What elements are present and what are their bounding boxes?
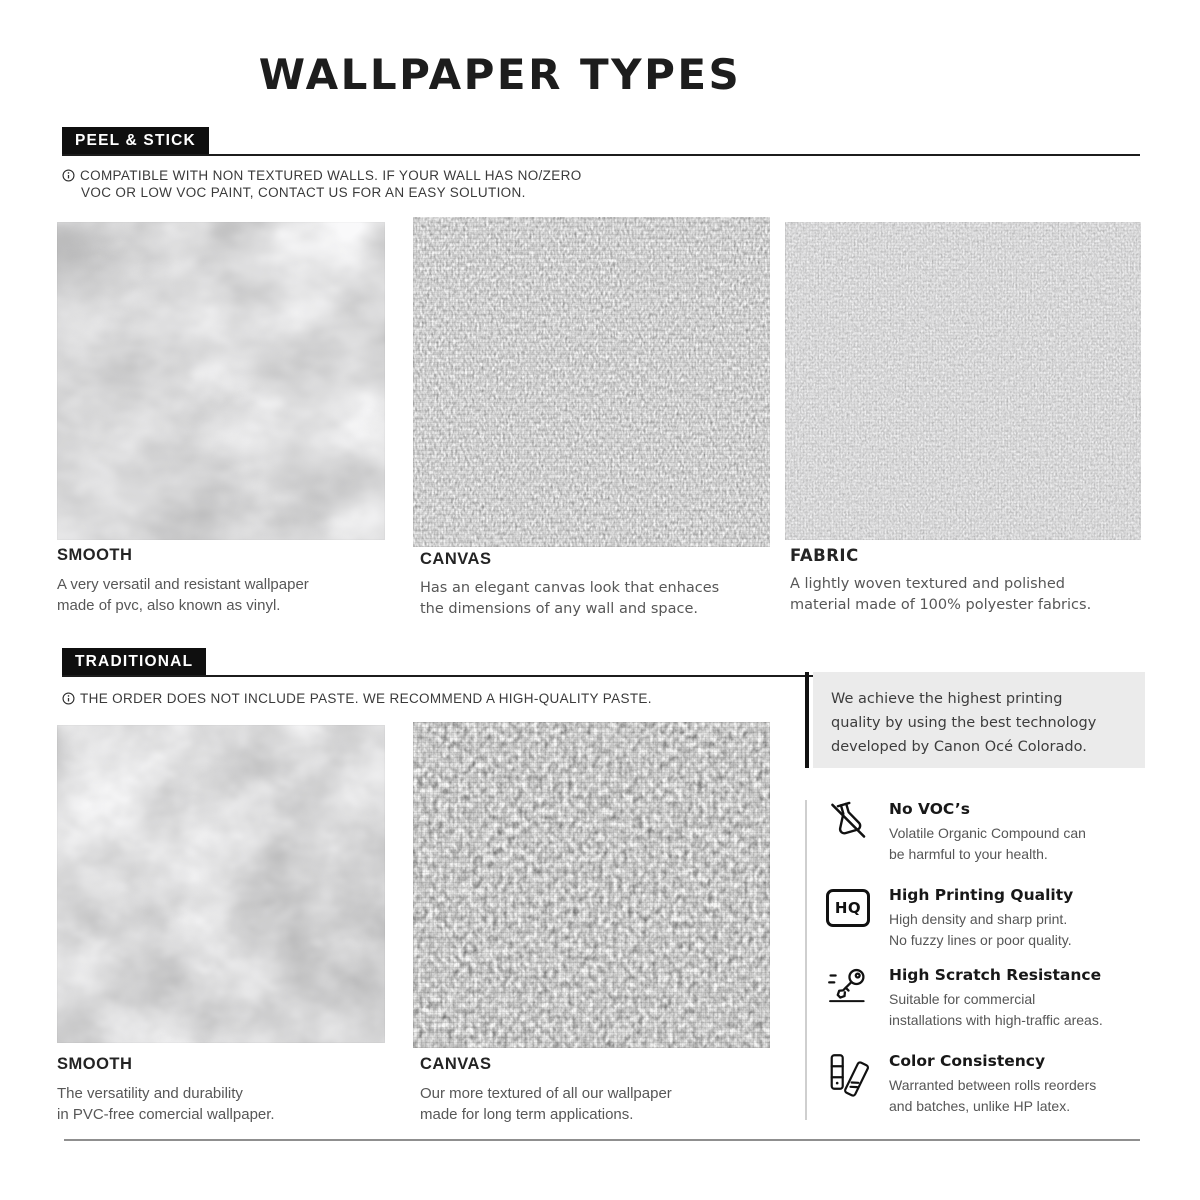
texture-grain [413,217,770,547]
swatch-image-smooth-traditional [57,725,385,1043]
feature-description [889,1075,1096,1117]
desc-line: Warranted between rolls reorders [889,1077,1097,1093]
desc-line: No fuzzy lines or poor quality. [889,932,1072,948]
desc-line: installations with high-traffic areas. [889,1012,1103,1028]
desc-line: material made of 100% polyester fabrics. [790,597,1092,613]
section-header-peel-and-stick [62,127,1140,156]
swatch-image-fabric-peel [785,222,1141,540]
feature-color-consistency [826,1050,1096,1117]
swatch-title: FABRIC [790,546,859,565]
swatch-caption-smooth-peel [57,546,309,616]
feature-text [889,964,1103,1031]
no-voc-flask-icon [826,798,872,865]
swatch-description [790,574,1091,616]
feature-title: Color Consistency [889,1052,1046,1070]
feature-high-printing-quality [826,884,1073,951]
desc-line: the dimensions of any wall and space. [420,601,698,617]
swatch-caption-canvas-peel [420,550,719,620]
info-icon [62,692,75,705]
feature-title: High Scratch Resistance [889,966,1102,984]
feature-high-scratch-resistance [826,964,1103,1031]
feature-description [889,989,1103,1031]
feature-no-vocs [826,798,1086,865]
swatch-description [420,1083,672,1125]
swatch-caption-smooth-traditional [57,1055,275,1125]
bottom-divider-line [64,1139,1140,1141]
swatch-title: SMOOTH [57,546,133,564]
swatch-title: SMOOTH [57,1055,133,1073]
features-divider-line [805,800,807,1120]
desc-line: Volatile Organic Compound can [889,825,1086,841]
swatch-description [420,578,719,620]
note-text-line: COMPATIBLE WITH NON TEXTURED WALLS. IF YOUR WALL HAS NO/ZERO [80,168,582,183]
swatch-title: CANVAS [420,1055,492,1073]
printing-quality-quote [813,672,1145,768]
desc-line: be harmful to your health. [889,846,1048,862]
desc-line: Our more textured of all our wallpaper [420,1085,672,1102]
desc-line: and batches, unlike HP latex. [889,1098,1071,1114]
note-text-line: THE ORDER DOES NOT INCLUDE PASTE. WE RECOMMEND A HIGH-QUALITY PASTE. [80,691,652,706]
swatch-description [57,1083,275,1125]
swatch-title: CANVAS [420,550,492,568]
desc-line: made of pvc, also known as vinyl. [57,597,281,614]
texture-grain [413,722,770,1048]
quote-line: quality by using the best technology [831,715,1097,731]
page-title: WALLPAPER TYPES [258,50,742,99]
desc-line: High density and sharp print. [889,911,1068,927]
quote-line: We achieve the highest printing [831,691,1063,707]
texture-grain [57,725,385,1043]
feature-text [889,798,1086,865]
desc-line: Suitable for commercial [889,991,1036,1007]
color-swatches-icon [826,1050,872,1117]
swatch-description [57,574,309,616]
quote-line: developed by Canon Océ Colorado. [831,739,1087,755]
traditional-section-note [62,690,652,707]
quote-accent-bar [805,672,809,768]
hq-badge-label: HQ [834,899,862,917]
swatch-image-canvas-traditional [413,722,770,1048]
feature-description [889,823,1086,865]
desc-line: Has an elegant canvas look that enhaces [420,580,720,596]
texture-grain [785,222,1141,540]
feature-description [889,909,1073,951]
desc-line: The versatility and durability [57,1085,243,1102]
feature-title: High Printing Quality [889,886,1074,904]
texture-grain [57,222,385,540]
desc-line: A lightly woven textured and polished [790,576,1065,592]
note-text-line: VOC OR LOW VOC PAINT, CONTACT US FOR AN EASY SOLUTION. [81,185,526,200]
hq-badge-icon [826,884,872,951]
feature-text [889,1050,1096,1117]
info-icon [62,169,75,182]
peel-section-note [62,167,582,201]
swatch-caption-canvas-traditional [420,1055,672,1125]
desc-line: in PVC-free comercial wallpaper. [57,1106,275,1123]
scratch-resistant-key-icon [826,964,872,1031]
section-label-peel-and-stick: PEEL & STICK [62,127,209,154]
desc-line: made for long term applications. [420,1106,634,1123]
swatch-caption-fabric-peel [790,546,1091,616]
feature-text [889,884,1073,951]
swatch-image-canvas-peel [413,217,770,547]
swatch-image-smooth-peel [57,222,385,540]
feature-title: No VOC’s [889,800,970,818]
section-label-traditional: TRADITIONAL [62,648,206,675]
desc-line: A very versatil and resistant wallpaper [57,576,309,593]
